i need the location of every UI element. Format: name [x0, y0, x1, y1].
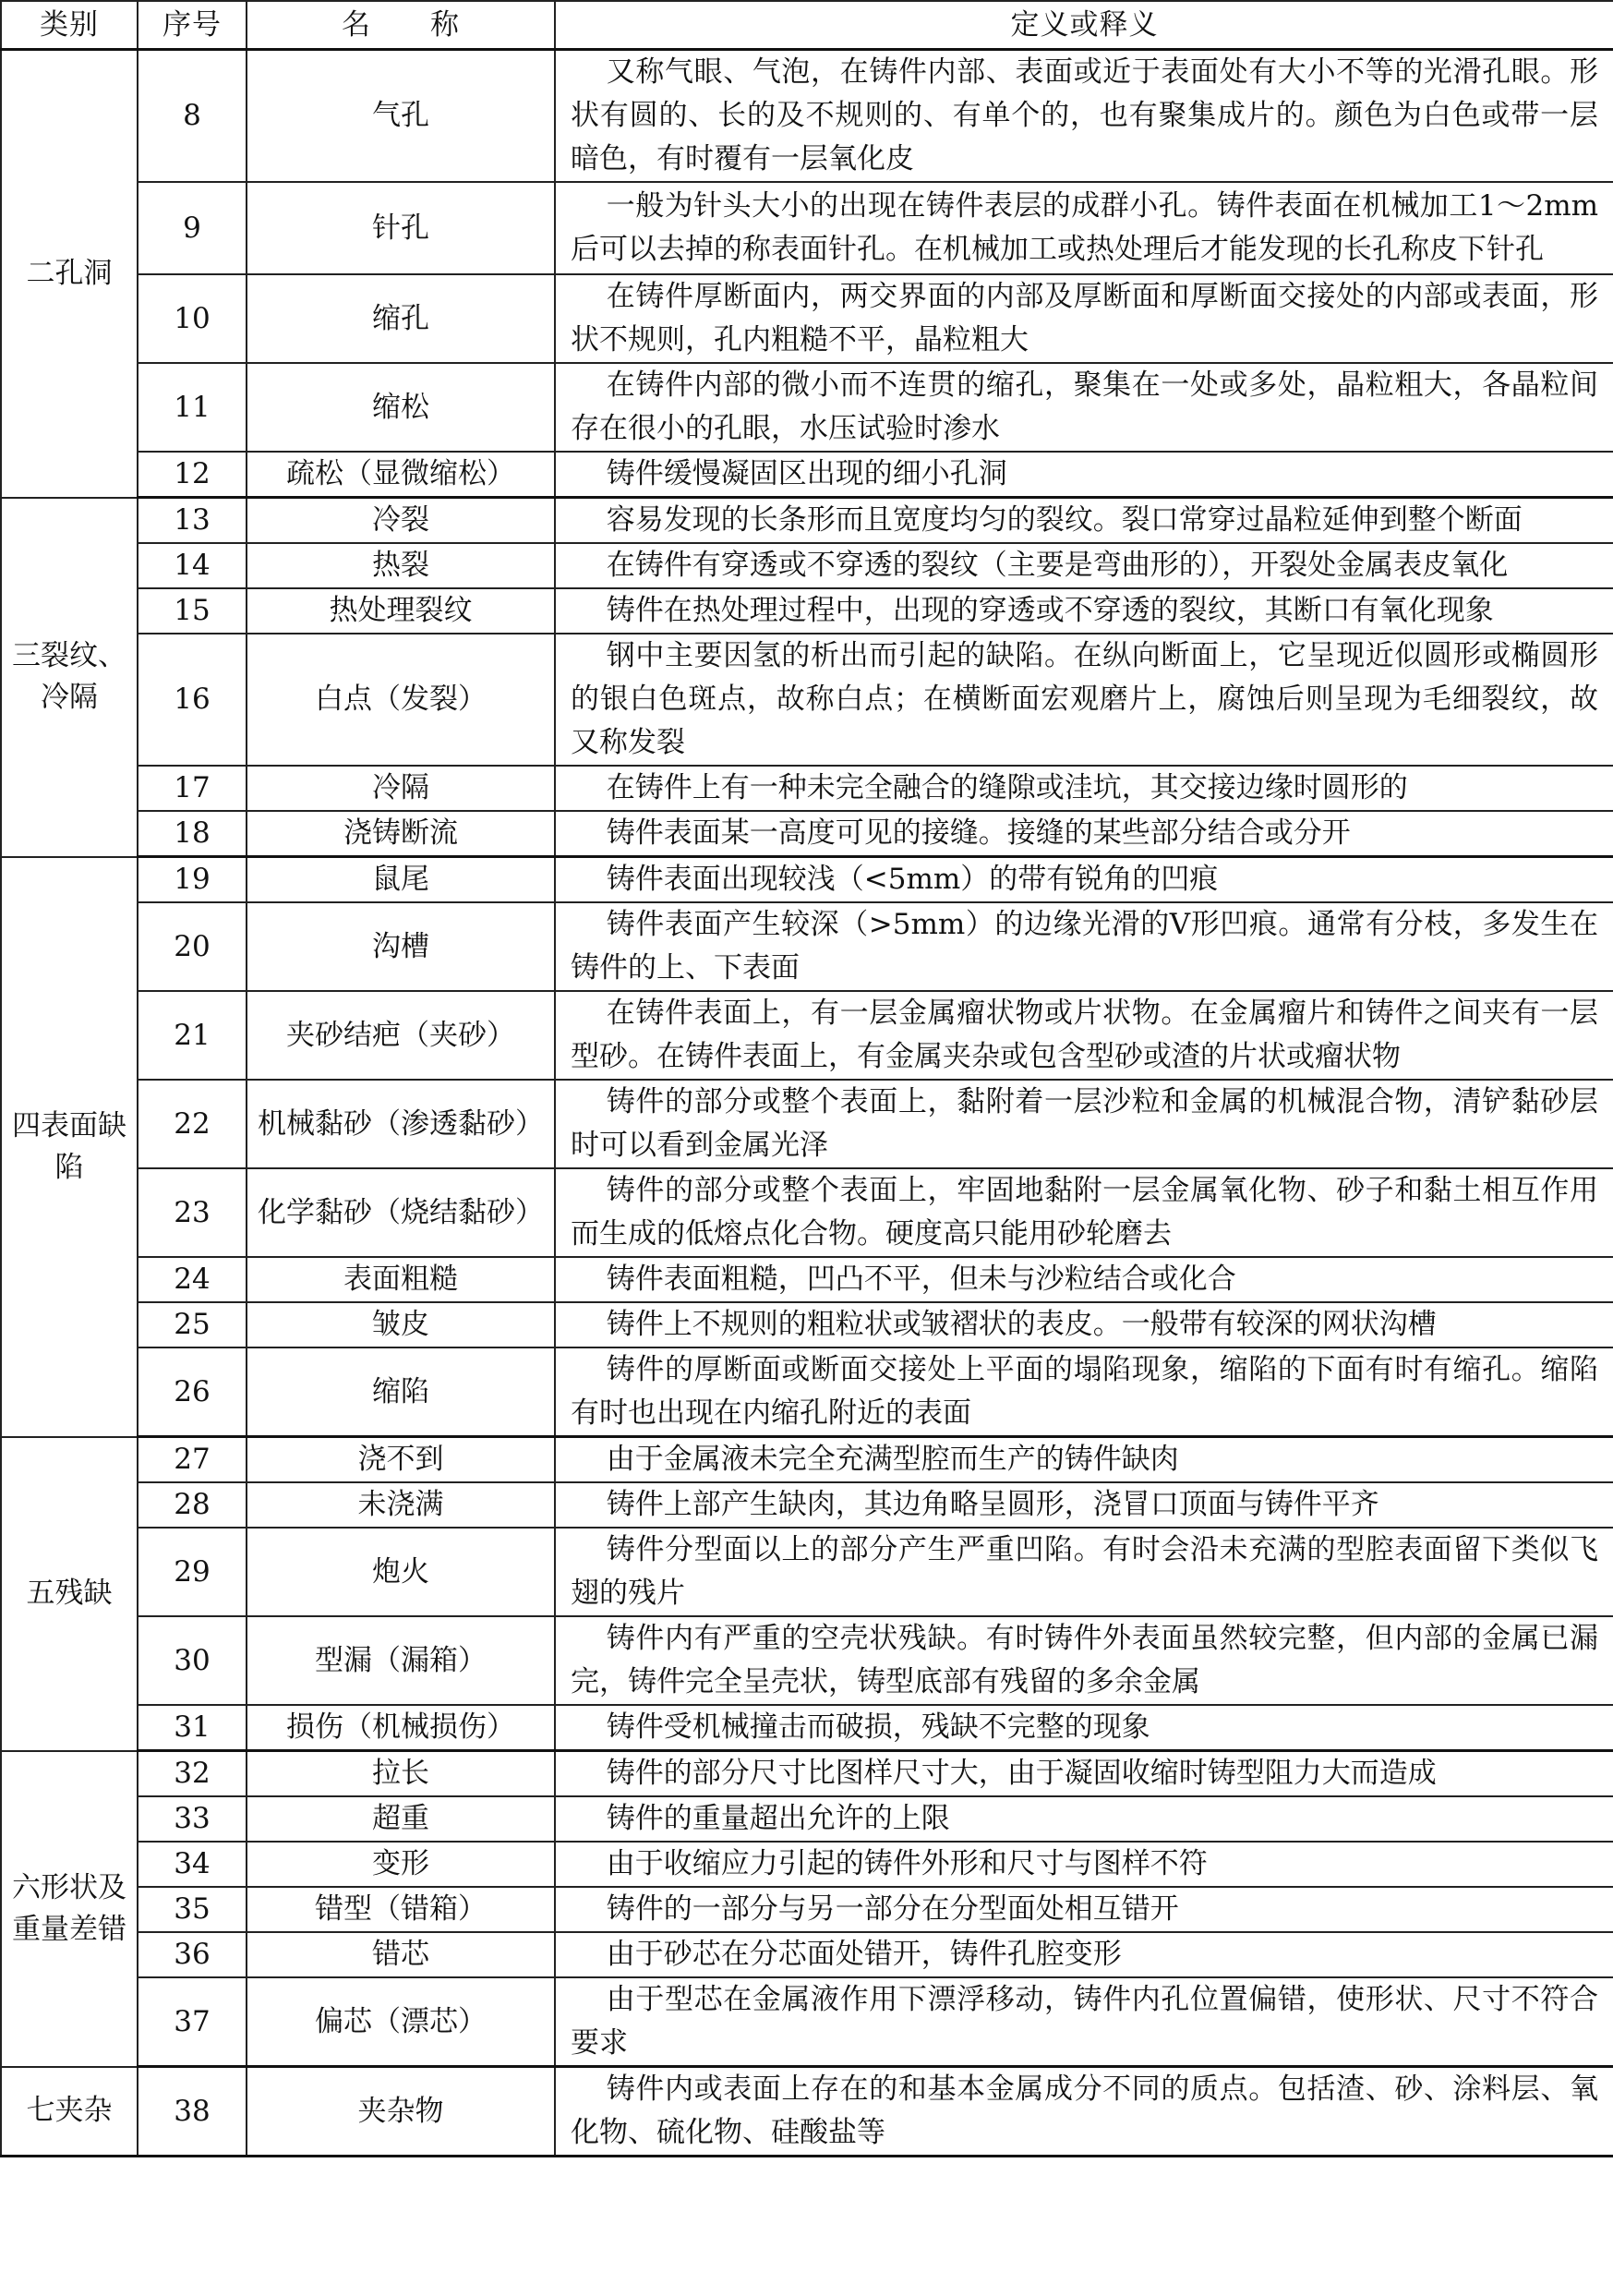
- number-cell: 33: [138, 1796, 247, 1842]
- number-cell: 32: [138, 1751, 247, 1797]
- table-row: [1, 274, 1613, 363]
- name-cell: 白点（发裂）: [247, 634, 555, 766]
- definition-cell: 由于砂芯在分芯面处错开，铸件孔腔变形: [555, 1932, 1613, 1977]
- definition-cell: 在铸件厚断面内，两交界面的内部及厚断面和厚断面交接处的内部或表面，形状不规则，孔内粗糙不平，晶粒粗大: [555, 274, 1613, 363]
- number-cell: 23: [138, 1168, 247, 1257]
- table-row: [1, 182, 1613, 274]
- definition-cell: 铸件的重量超出允许的上限: [555, 1796, 1613, 1842]
- number-cell: 10: [138, 274, 247, 363]
- table-row: [1, 1080, 1613, 1168]
- table-row: [1, 1347, 1613, 1437]
- category-cell: 七夹杂: [1, 2067, 138, 2157]
- name-cell: 偏芯（漂芯）: [247, 1977, 555, 2067]
- table-row: [1, 1616, 1613, 1705]
- category-cell: 四表面缺陷: [1, 857, 138, 1437]
- number-cell: 28: [138, 1482, 247, 1528]
- number-cell: 14: [138, 543, 247, 588]
- table-row: [1, 452, 1613, 498]
- number-cell: 17: [138, 766, 247, 811]
- number-cell: 15: [138, 588, 247, 634]
- definition-cell: 铸件的部分或整个表面上，黏附着一层沙粒和金属的机械混合物，清铲黏砂层时可以看到金属光泽: [555, 1080, 1613, 1168]
- table-row: [1, 1796, 1613, 1842]
- table-row: [1, 634, 1613, 766]
- number-cell: 18: [138, 811, 247, 857]
- definition-cell: 铸件上不规则的粗粒状或皱褶状的表皮。一般带有较深的网状沟槽: [555, 1302, 1613, 1347]
- number-cell: 31: [138, 1705, 247, 1751]
- table-body: [1, 50, 1613, 2157]
- definition-cell: 铸件表面粗糙，凹凸不平，但未与沙粒结合或化合: [555, 1257, 1613, 1302]
- header-definition: 定义或释义: [555, 1, 1613, 50]
- category-cell: 六形状及重量差错: [1, 1751, 138, 2067]
- definition-cell: 铸件分型面以上的部分产生严重凹陷。有时会沿未充满的型腔表面留下类似飞翅的残片: [555, 1528, 1613, 1616]
- definition-cell: 铸件缓慢凝固区出现的细小孔洞: [555, 452, 1613, 498]
- header-number: 序号: [138, 1, 247, 50]
- definition-cell: 容易发现的长条形而且宽度均匀的裂纹。裂口常穿过晶粒延伸到整个断面: [555, 498, 1613, 544]
- header-row: [1, 1, 1613, 50]
- name-cell: 缩陷: [247, 1347, 555, 1437]
- definition-cell: 铸件受机械撞击而破损，残缺不完整的现象: [555, 1705, 1613, 1751]
- definition-cell: 在铸件有穿透或不穿透的裂纹（主要是弯曲形的），开裂处金属表皮氧化: [555, 543, 1613, 588]
- name-cell: 气孔: [247, 50, 555, 183]
- table-row: [1, 811, 1613, 857]
- number-cell: 36: [138, 1932, 247, 1977]
- table-row: [1, 498, 1613, 544]
- definition-cell: 铸件的厚断面或断面交接处上平面的塌陷现象，缩陷的下面有时有缩孔。缩陷有时也出现在内缩孔附近的表面: [555, 1347, 1613, 1437]
- table-row: [1, 1437, 1613, 1483]
- number-cell: 24: [138, 1257, 247, 1302]
- name-cell: 错芯: [247, 1932, 555, 1977]
- number-cell: 29: [138, 1528, 247, 1616]
- name-cell: 疏松（显微缩松）: [247, 452, 555, 498]
- number-cell: 35: [138, 1887, 247, 1932]
- number-cell: 21: [138, 991, 247, 1080]
- table-row: [1, 1842, 1613, 1887]
- definition-cell: 铸件内或表面上存在的和基本金属成分不同的质点。包括渣、砂、涂料层、氧化物、硫化物、硅酸盐等: [555, 2067, 1613, 2157]
- definition-cell: 由于型芯在金属液作用下漂浮移动，铸件内孔位置偏错，使形状、尺寸不符合要求: [555, 1977, 1613, 2067]
- number-cell: 11: [138, 363, 247, 452]
- category-cell: 三裂纹、冷隔: [1, 498, 138, 857]
- name-cell: 未浇满: [247, 1482, 555, 1528]
- table-row: [1, 1482, 1613, 1528]
- number-cell: 34: [138, 1842, 247, 1887]
- number-cell: 16: [138, 634, 247, 766]
- number-cell: 13: [138, 498, 247, 544]
- definition-cell: 在铸件内部的微小而不连贯的缩孔，聚集在一处或多处，晶粒粗大，各晶粒间存在很小的孔眼，水压试验时渗水: [555, 363, 1613, 452]
- table-row: [1, 1977, 1613, 2067]
- definition-cell: 在铸件上有一种未完全融合的缝隙或洼坑，其交接边缘时圆形的: [555, 766, 1613, 811]
- name-cell: 机械黏砂（渗透黏砂）: [247, 1080, 555, 1168]
- table-row: [1, 1302, 1613, 1347]
- name-cell: 炮火: [247, 1528, 555, 1616]
- table-row: [1, 902, 1613, 991]
- table-row: [1, 1168, 1613, 1257]
- table-row: [1, 1528, 1613, 1616]
- name-cell: 冷隔: [247, 766, 555, 811]
- name-cell: 化学黏砂（烧结黏砂）: [247, 1168, 555, 1257]
- table-row: [1, 50, 1613, 183]
- table-row: [1, 1932, 1613, 1977]
- name-cell: 拉长: [247, 1751, 555, 1797]
- number-cell: 8: [138, 50, 247, 183]
- table-row: [1, 543, 1613, 588]
- definition-cell: 在铸件表面上，有一层金属瘤状物或片状物。在金属瘤片和铸件之间夹有一层型砂。在铸件表面上，有金属夹杂或包含型砂或渣的片状或瘤状物: [555, 991, 1613, 1080]
- name-cell: 型漏（漏箱）: [247, 1616, 555, 1705]
- definition-cell: 铸件的一部分与另一部分在分型面处相互错开: [555, 1887, 1613, 1932]
- definition-cell: 铸件内有严重的空壳状残缺。有时铸件外表面虽然较完整，但内部的金属已漏完，铸件完全呈壳状，铸型底部有残留的多余金属: [555, 1616, 1613, 1705]
- name-cell: 沟槽: [247, 902, 555, 991]
- name-cell: 夹杂物: [247, 2067, 555, 2157]
- name-cell: 表面粗糙: [247, 1257, 555, 1302]
- table-row: [1, 588, 1613, 634]
- category-cell: 五残缺: [1, 1437, 138, 1751]
- definition-cell: 铸件在热处理过程中，出现的穿透或不穿透的裂纹，其断口有氧化现象: [555, 588, 1613, 634]
- table-row: [1, 1705, 1613, 1751]
- number-cell: 20: [138, 902, 247, 991]
- name-cell: 超重: [247, 1796, 555, 1842]
- definition-cell: 铸件的部分尺寸比图样尺寸大，由于凝固收缩时铸型阻力大而造成: [555, 1751, 1613, 1797]
- definition-cell: 一般为针头大小的出现在铸件表层的成群小孔。铸件表面在机械加工1～2mm后可以去掉的称表面针孔。在机械加工或热处理后才能发现的长孔称皮下针孔: [555, 182, 1613, 274]
- number-cell: 25: [138, 1302, 247, 1347]
- table-row: [1, 991, 1613, 1080]
- table-row: [1, 1751, 1613, 1797]
- name-cell: 夹砂结疤（夹砂）: [247, 991, 555, 1080]
- name-cell: 损伤（机械损伤）: [247, 1705, 555, 1751]
- table-row: [1, 363, 1613, 452]
- table-row: [1, 857, 1613, 903]
- definition-cell: 铸件的部分或整个表面上，牢固地黏附一层金属氧化物、砂子和黏土相互作用而生成的低熔点化合物。硬度高只能用砂轮磨去: [555, 1168, 1613, 1257]
- name-cell: 错型（错箱）: [247, 1887, 555, 1932]
- table-row: [1, 1887, 1613, 1932]
- number-cell: 19: [138, 857, 247, 903]
- number-cell: 30: [138, 1616, 247, 1705]
- definition-cell: 钢中主要因氢的析出而引起的缺陷。在纵向断面上，它呈现近似圆形或椭圆形的银白色斑点，故称白点；在横断面宏观磨片上，腐蚀后则呈现为毛细裂纹，故又称发裂: [555, 634, 1613, 766]
- table-header: [1, 1, 1613, 50]
- header-name: 名 称: [247, 1, 555, 50]
- name-cell: 变形: [247, 1842, 555, 1887]
- name-cell: 缩孔: [247, 274, 555, 363]
- table-row: [1, 2067, 1613, 2157]
- table-row: [1, 766, 1613, 811]
- name-cell: 浇铸断流: [247, 811, 555, 857]
- name-cell: 缩松: [247, 363, 555, 452]
- name-cell: 鼠尾: [247, 857, 555, 903]
- number-cell: 26: [138, 1347, 247, 1437]
- name-cell: 针孔: [247, 182, 555, 274]
- number-cell: 37: [138, 1977, 247, 2067]
- category-cell: 二孔洞: [1, 50, 138, 498]
- definition-cell: 又称气眼、气泡，在铸件内部、表面或近于表面处有大小不等的光滑孔眼。形状有圆的、长的及不规则的、有单个的，也有聚集成片的。颜色为白色或带一层暗色，有时覆有一层氧化皮: [555, 50, 1613, 183]
- number-cell: 9: [138, 182, 247, 274]
- definition-cell: 铸件上部产生缺肉，其边角略呈圆形，浇冒口顶面与铸件平齐: [555, 1482, 1613, 1528]
- number-cell: 12: [138, 452, 247, 498]
- definition-cell: 由于金属液未完全充满型腔而生产的铸件缺肉: [555, 1437, 1613, 1483]
- definition-cell: 铸件表面某一高度可见的接缝。接缝的某些部分结合或分开: [555, 811, 1613, 857]
- name-cell: 浇不到: [247, 1437, 555, 1483]
- definition-cell: 铸件表面产生较深（>5mm）的边缘光滑的V形凹痕。通常有分枝，多发生在铸件的上、下表面: [555, 902, 1613, 991]
- number-cell: 22: [138, 1080, 247, 1168]
- definition-cell: 由于收缩应力引起的铸件外形和尺寸与图样不符: [555, 1842, 1613, 1887]
- definition-cell: 铸件表面出现较浅（<5mm）的带有锐角的凹痕: [555, 857, 1613, 903]
- number-cell: 38: [138, 2067, 247, 2157]
- name-cell: 热处理裂纹: [247, 588, 555, 634]
- name-cell: 皱皮: [247, 1302, 555, 1347]
- name-cell: 热裂: [247, 543, 555, 588]
- table-row: [1, 1257, 1613, 1302]
- name-cell: 冷裂: [247, 498, 555, 544]
- number-cell: 27: [138, 1437, 247, 1483]
- header-category: 类别: [1, 1, 138, 50]
